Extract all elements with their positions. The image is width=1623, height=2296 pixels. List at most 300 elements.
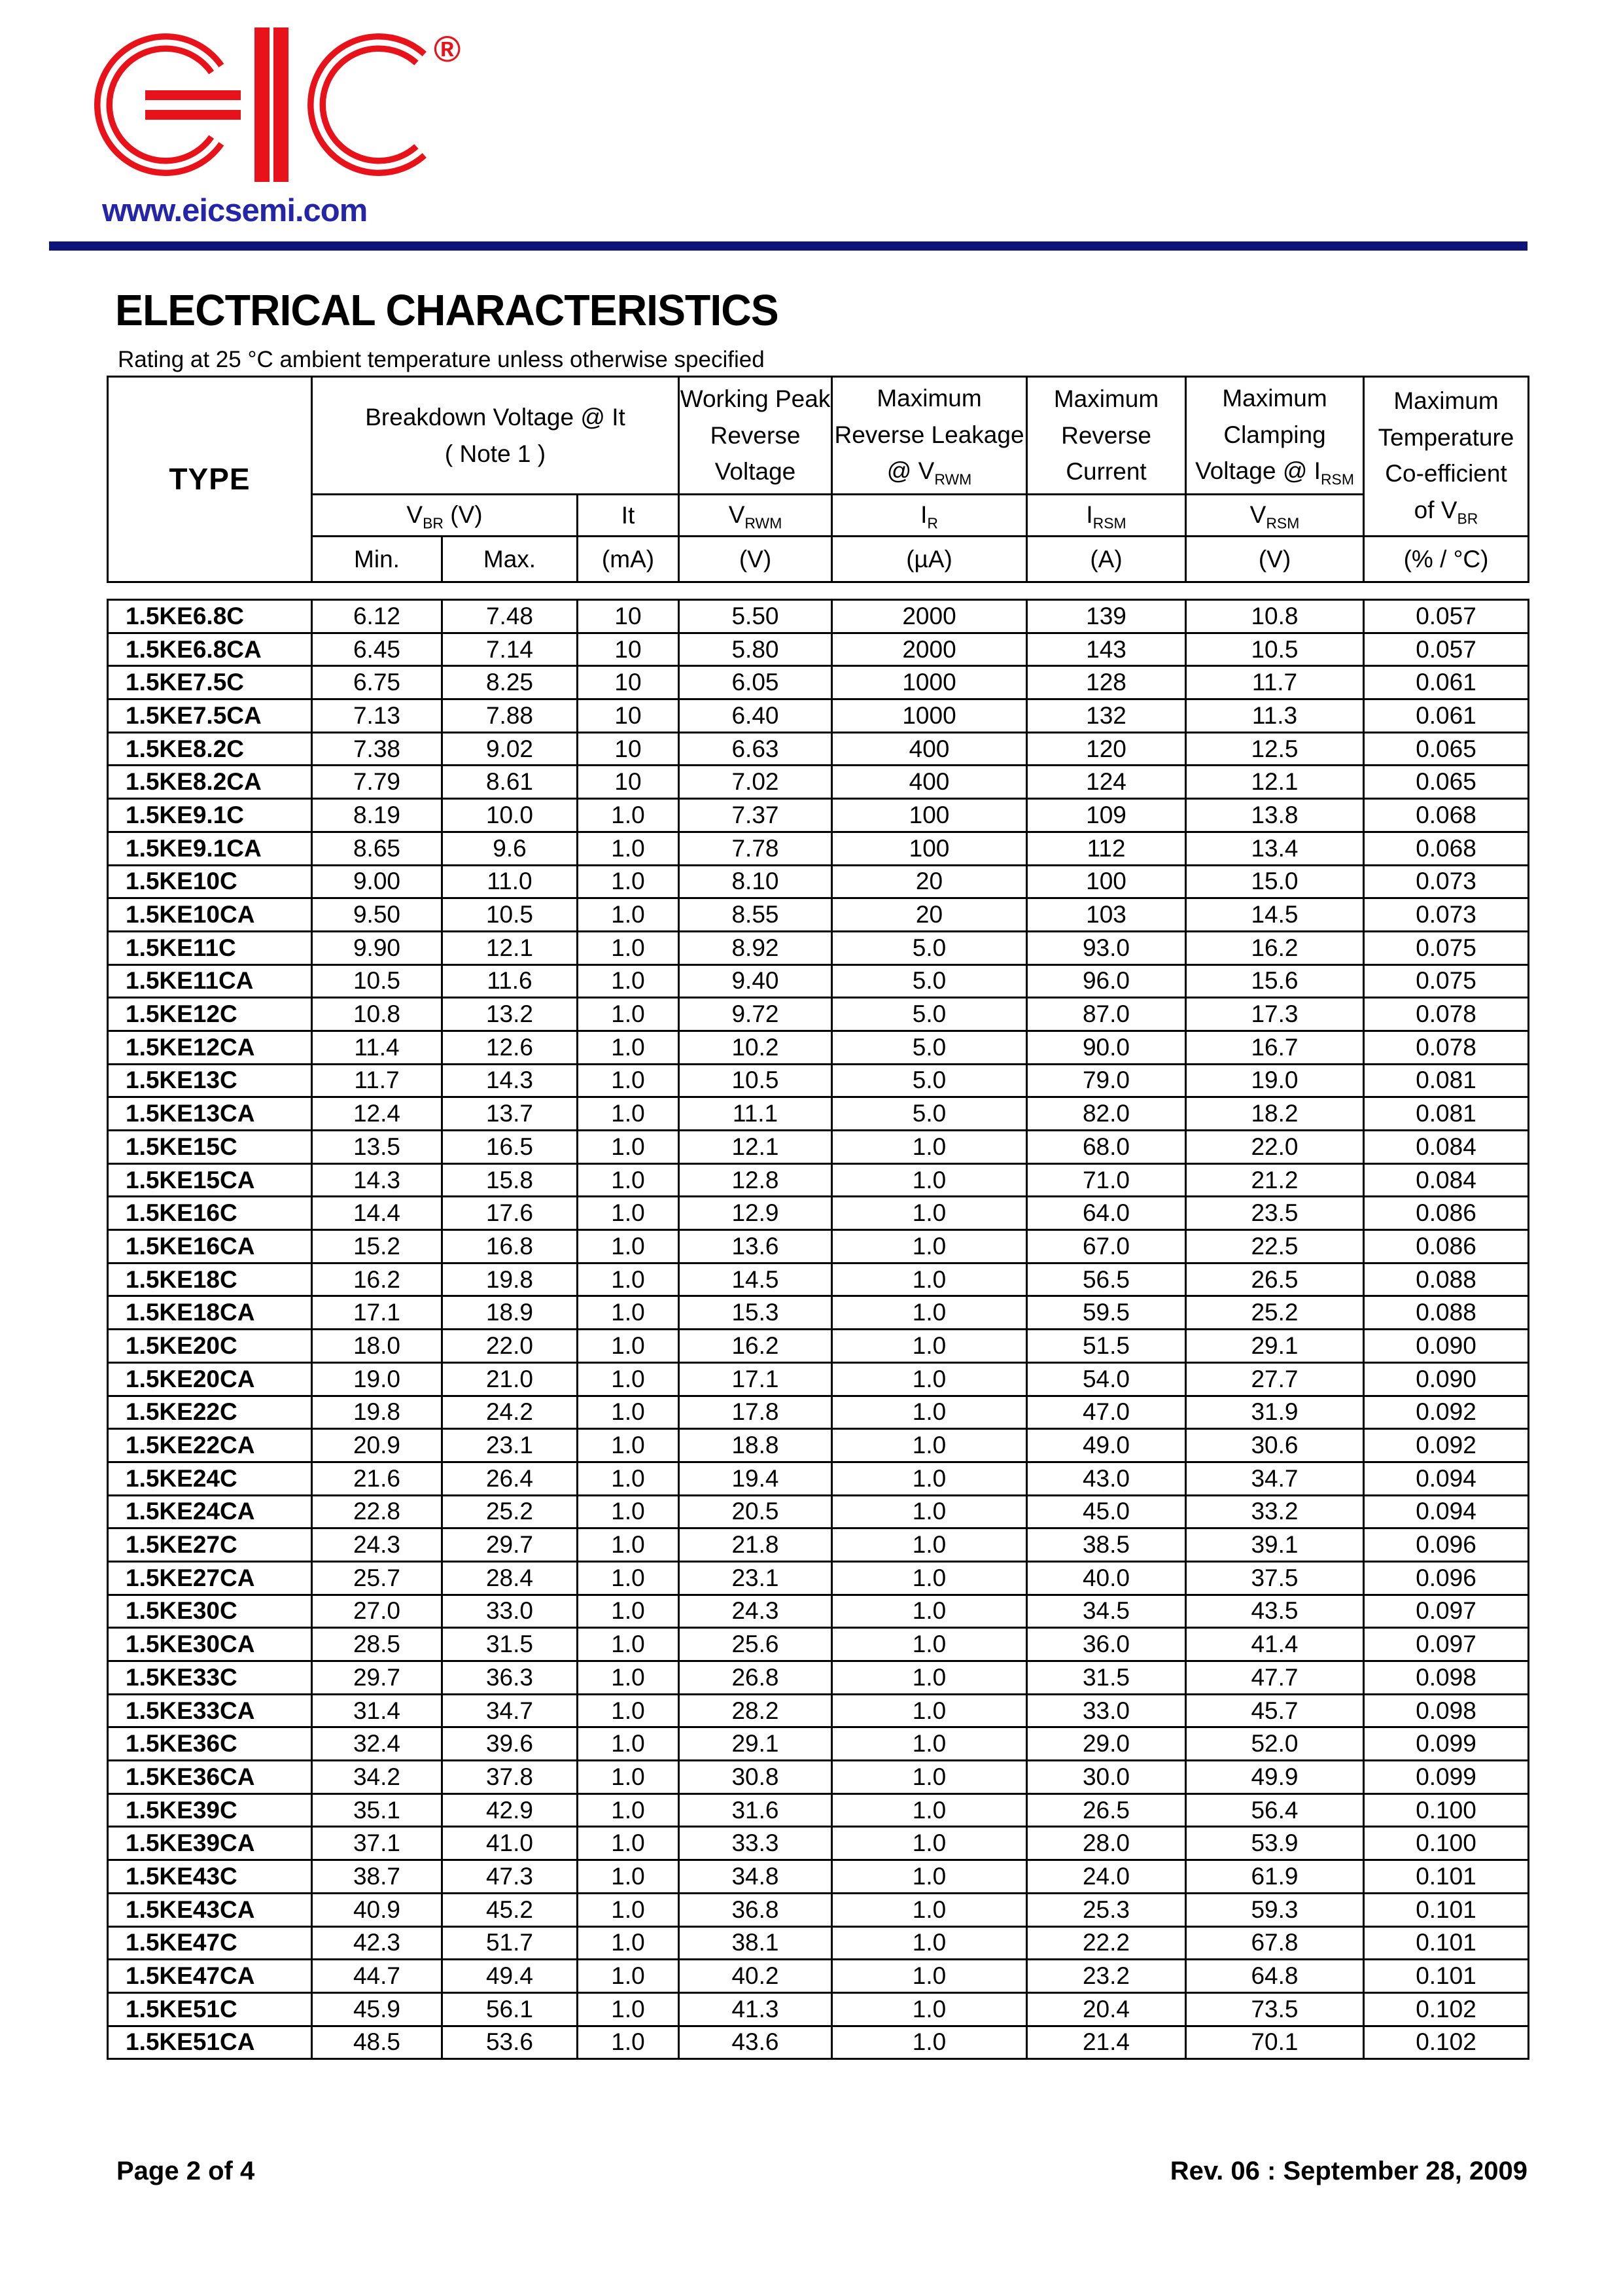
website-link[interactable]: www.eicsemi.com [102,193,368,228]
value-cell: 0.081 [1364,1097,1529,1131]
table-row [108,1761,1529,1794]
value-cell: 1.0 [578,1727,679,1761]
value-cell: 7.79 [312,766,442,799]
table-row [108,1197,1529,1230]
type-cell: 1.5KE8.2C [108,732,312,766]
page-title: ELECTRICAL CHARACTERISTICS [115,286,778,335]
value-cell: 1.0 [578,1893,679,1926]
value-cell: 0.086 [1364,1197,1529,1230]
type-cell: 1.5KE27C [108,1528,312,1562]
type-cell: 1.5KE20CA [108,1362,312,1396]
value-cell: 29.7 [442,1528,578,1562]
value-cell: 8.10 [679,865,832,898]
value-cell: 38.1 [679,1926,832,1960]
value-cell: 0.096 [1364,1561,1529,1595]
type-cell: 1.5KE13CA [108,1097,312,1131]
value-cell: 0.090 [1364,1362,1529,1396]
value-cell: 10 [578,666,679,699]
value-cell: 6.40 [679,699,832,733]
value-cell: 42.9 [442,1793,578,1827]
type-cell: 1.5KE13C [108,1064,312,1097]
value-cell: 1.0 [578,1230,679,1263]
value-cell: 0.065 [1364,732,1529,766]
value-cell: 1.0 [578,1926,679,1960]
value-cell: 73.5 [1186,1992,1364,2026]
value-cell: 20 [832,865,1027,898]
value-cell: 16.8 [442,1230,578,1263]
type-cell: 1.5KE18C [108,1263,312,1296]
value-cell: 33.0 [442,1595,578,1628]
value-cell: 51.7 [442,1926,578,1960]
value-cell: 1.0 [578,1031,679,1064]
value-cell: 53.9 [1186,1827,1364,1860]
type-cell: 1.5KE6.8CA [108,633,312,666]
value-cell: 1.0 [832,1561,1027,1595]
value-cell: 12.8 [679,1163,832,1197]
value-cell: 36.8 [679,1893,832,1926]
col-unit-v1: (V) [679,537,832,582]
value-cell: 37.5 [1186,1561,1364,1595]
value-cell: 1.0 [832,1429,1027,1462]
value-cell: 18.8 [679,1429,832,1462]
value-cell: 16.2 [1186,931,1364,964]
value-cell: 1.0 [578,1960,679,1993]
value-cell: 54.0 [1027,1362,1186,1396]
type-cell: 1.5KE15C [108,1131,312,1164]
value-cell: 1.0 [578,1561,679,1595]
value-cell: 45.7 [1186,1694,1364,1727]
value-cell: 1.0 [578,1694,679,1727]
value-cell: 0.097 [1364,1595,1529,1628]
value-cell: 33.2 [1186,1495,1364,1528]
table-row [108,1727,1529,1761]
value-cell: 100 [832,832,1027,865]
value-cell: 0.098 [1364,1694,1529,1727]
value-cell: 61.9 [1186,1860,1364,1894]
value-cell: 40.0 [1027,1561,1186,1595]
value-cell: 0.081 [1364,1064,1529,1097]
value-cell: 13.4 [1186,832,1364,865]
value-cell: 40.9 [312,1893,442,1926]
value-cell: 43.0 [1027,1462,1186,1495]
value-cell: 30.6 [1186,1429,1364,1462]
value-cell: 1.0 [578,1793,679,1827]
value-cell: 24.2 [442,1396,578,1429]
value-cell: 93.0 [1027,931,1186,964]
page-number: Page 2 of 4 [116,2157,255,2185]
value-cell: 14.4 [312,1197,442,1230]
value-cell: 10.2 [679,1031,832,1064]
value-cell: 10.0 [442,799,578,832]
type-cell: 1.5KE27CA [108,1561,312,1595]
table-row [108,1097,1529,1131]
value-cell: 12.4 [312,1097,442,1131]
table-row [108,1793,1529,1827]
type-cell: 1.5KE36CA [108,1761,312,1794]
value-cell: 21.0 [442,1362,578,1396]
value-cell: 0.092 [1364,1429,1529,1462]
value-cell: 1.0 [832,1230,1027,1263]
value-cell: 25.7 [312,1561,442,1595]
value-cell: 34.8 [679,1860,832,1894]
type-cell: 1.5KE7.5C [108,666,312,699]
table-row [108,931,1529,964]
value-cell: 6.75 [312,666,442,699]
value-cell: 0.100 [1364,1793,1529,1827]
value-cell: 1.0 [832,1860,1027,1894]
value-cell: 11.1 [679,1097,832,1131]
value-cell: 0.099 [1364,1761,1529,1794]
value-cell: 34.5 [1027,1595,1186,1628]
value-cell: 1.0 [578,931,679,964]
eic-logo-icon [85,14,464,192]
value-cell: 20.5 [679,1495,832,1528]
value-cell: 9.90 [312,931,442,964]
value-cell: 52.0 [1186,1727,1364,1761]
value-cell: 17.8 [679,1396,832,1429]
col-header-ir: $I_R$ [832,495,1027,537]
value-cell: 1.0 [578,964,679,998]
value-cell: 1.0 [578,1992,679,2026]
value-cell: 0.084 [1364,1163,1529,1197]
type-cell: 1.5KE10CA [108,898,312,932]
value-cell: 12.1 [442,931,578,964]
type-cell: 1.5KE11C [108,931,312,964]
col-group-working-peak-reverse-voltage: Working Peak Reverse Voltage [679,377,832,495]
value-cell: 0.094 [1364,1495,1529,1528]
value-cell: 39.1 [1186,1528,1364,1562]
value-cell: 37.8 [442,1761,578,1794]
value-cell: 109 [1027,799,1186,832]
table-row [108,666,1529,699]
type-cell: 1.5KE15CA [108,1163,312,1197]
value-cell: 7.78 [679,832,832,865]
value-cell: 0.061 [1364,699,1529,733]
value-cell: 0.065 [1364,766,1529,799]
value-cell: 20.4 [1027,1992,1186,2026]
value-cell: 1.0 [832,1992,1027,2026]
table-row [108,1064,1529,1097]
col-unit-min: Min. [312,537,442,582]
value-cell: 0.088 [1364,1296,1529,1330]
value-cell: 27.7 [1186,1362,1364,1396]
value-cell: 139 [1027,600,1186,633]
value-cell: 1.0 [832,1163,1027,1197]
value-cell: 1.0 [832,1926,1027,1960]
header-divider [49,241,1527,251]
value-cell: 5.50 [679,600,832,633]
value-cell: 23.1 [442,1429,578,1462]
table-row [108,1827,1529,1860]
type-cell: 1.5KE33C [108,1661,312,1695]
value-cell: 39.6 [442,1727,578,1761]
value-cell: 21.4 [1027,2026,1186,2059]
value-cell: 0.057 [1364,600,1529,633]
value-cell: 41.0 [442,1827,578,1860]
value-cell: 28.0 [1027,1827,1186,1860]
value-cell: 9.6 [442,832,578,865]
value-cell: 79.0 [1027,1064,1186,1097]
value-cell: 10.5 [312,964,442,998]
table-row [108,1263,1529,1296]
type-cell: 1.5KE12C [108,998,312,1031]
value-cell: 21.8 [679,1528,832,1562]
value-cell: 1.0 [832,1827,1027,1860]
value-cell: 56.4 [1186,1793,1364,1827]
value-cell: 23.1 [679,1561,832,1595]
value-cell: 23.2 [1027,1960,1186,1993]
value-cell: 0.075 [1364,931,1529,964]
value-cell: 12.5 [1186,732,1364,766]
value-cell: 1.0 [578,1362,679,1396]
value-cell: 14.3 [442,1064,578,1097]
value-cell: 1.0 [832,1528,1027,1562]
table-row [108,699,1529,733]
value-cell: 32.4 [312,1727,442,1761]
value-cell: 11.3 [1186,699,1364,733]
value-cell: 47.7 [1186,1661,1364,1695]
col-unit-v2: (V) [1186,537,1364,582]
value-cell: 11.6 [442,964,578,998]
value-cell: 59.3 [1186,1893,1364,1926]
type-cell: 1.5KE33CA [108,1694,312,1727]
type-cell: 1.5KE6.8C [108,600,312,633]
value-cell: 26.5 [1186,1263,1364,1296]
value-cell: 43.5 [1186,1595,1364,1628]
value-cell: 56.5 [1027,1263,1186,1296]
value-cell: 0.057 [1364,633,1529,666]
value-cell: 10.8 [312,998,442,1031]
value-cell: 10 [578,600,679,633]
value-cell: 6.63 [679,732,832,766]
value-cell: 1.0 [832,1893,1027,1926]
value-cell: 0.061 [1364,666,1529,699]
value-cell: 1.0 [832,1960,1027,1993]
value-cell: 17.3 [1186,998,1364,1031]
value-cell: 1.0 [832,1362,1027,1396]
value-cell: 56.1 [442,1992,578,2026]
value-cell: 13.5 [312,1131,442,1164]
value-cell: 28.4 [442,1561,578,1595]
value-cell: 9.50 [312,898,442,932]
value-cell: 12.9 [679,1197,832,1230]
value-cell: 1.0 [832,1793,1027,1827]
value-cell: 0.101 [1364,1893,1529,1926]
value-cell: 0.073 [1364,865,1529,898]
value-cell: 29.0 [1027,1727,1186,1761]
value-cell: 27.0 [312,1595,442,1628]
value-cell: 0.100 [1364,1827,1529,1860]
value-cell: 67.0 [1027,1230,1186,1263]
value-cell: 25.2 [442,1495,578,1528]
table-row [108,1926,1529,1960]
value-cell: 24.3 [312,1528,442,1562]
value-cell: 1.0 [832,1595,1027,1628]
characteristics-table [107,599,1529,2060]
value-cell: 11.7 [312,1064,442,1097]
characteristics-table-header [107,376,1529,583]
value-cell: 42.3 [312,1926,442,1960]
value-cell: 1.0 [578,1296,679,1330]
value-cell: 14.5 [679,1263,832,1296]
value-cell: 10.8 [1186,600,1364,633]
value-cell: 29.1 [679,1727,832,1761]
table-row [108,1960,1529,1993]
value-cell: 38.7 [312,1860,442,1894]
value-cell: 112 [1027,832,1186,865]
value-cell: 17.1 [679,1362,832,1396]
value-cell: 143 [1027,633,1186,666]
type-cell: 1.5KE12CA [108,1031,312,1064]
value-cell: 0.096 [1364,1528,1529,1562]
value-cell: 25.6 [679,1628,832,1661]
value-cell: 7.14 [442,633,578,666]
value-cell: 11.0 [442,865,578,898]
value-cell: 96.0 [1027,964,1186,998]
value-cell: 7.88 [442,699,578,733]
value-cell: 45.9 [312,1992,442,2026]
value-cell: 1.0 [832,1263,1027,1296]
value-cell: 1.0 [832,1131,1027,1164]
value-cell: 0.101 [1364,1860,1529,1894]
value-cell: 9.40 [679,964,832,998]
value-cell: 28.5 [312,1628,442,1661]
value-cell: 21.6 [312,1462,442,1495]
value-cell: 30.8 [679,1761,832,1794]
value-cell: 13.2 [442,998,578,1031]
type-cell: 1.5KE22C [108,1396,312,1429]
value-cell: 51.5 [1027,1330,1186,1363]
value-cell: 1.0 [578,1330,679,1363]
value-cell: 400 [832,732,1027,766]
value-cell: 29.1 [1186,1330,1364,1363]
type-cell: 1.5KE16CA [108,1230,312,1263]
value-cell: 19.8 [442,1263,578,1296]
value-cell: 19.0 [1186,1064,1364,1097]
value-cell: 18.0 [312,1330,442,1363]
value-cell: 47.0 [1027,1396,1186,1429]
value-cell: 8.55 [679,898,832,932]
value-cell: 1.0 [832,1628,1027,1661]
col-unit-ma: (mA) [578,537,679,582]
value-cell: 23.5 [1186,1197,1364,1230]
value-cell: 7.02 [679,766,832,799]
value-cell: 13.7 [442,1097,578,1131]
table-row [108,1131,1529,1164]
value-cell: 1.0 [578,1064,679,1097]
value-cell: 20 [832,898,1027,932]
type-cell: 1.5KE30CA [108,1628,312,1661]
value-cell: 0.102 [1364,1992,1529,2026]
value-cell: 26.4 [442,1462,578,1495]
value-cell: 8.61 [442,766,578,799]
value-cell: 19.4 [679,1462,832,1495]
value-cell: 8.25 [442,666,578,699]
table-row [108,1296,1529,1330]
value-cell: 1000 [832,666,1027,699]
type-cell: 1.5KE39C [108,1793,312,1827]
value-cell: 5.0 [832,964,1027,998]
value-cell: 0.078 [1364,998,1529,1031]
value-cell: 48.5 [312,2026,442,2059]
type-cell: 1.5KE43C [108,1860,312,1894]
value-cell: 1.0 [578,1528,679,1562]
value-cell: 400 [832,766,1027,799]
table-row [108,1462,1529,1495]
value-cell: 19.0 [312,1362,442,1396]
value-cell: 22.2 [1027,1926,1186,1960]
type-cell: 1.5KE30C [108,1595,312,1628]
value-cell: 1.0 [832,1495,1027,1528]
table-row [108,732,1529,766]
col-unit-a: (A) [1027,537,1186,582]
value-cell: 33.0 [1027,1694,1186,1727]
value-cell: 10 [578,766,679,799]
registered-mark-icon: ® [434,28,461,69]
type-cell: 1.5KE9.1CA [108,832,312,865]
value-cell: 12.1 [1186,766,1364,799]
value-cell: 1.0 [832,1661,1027,1695]
table-row [108,799,1529,832]
value-cell: 7.37 [679,799,832,832]
value-cell: 31.5 [442,1628,578,1661]
value-cell: 25.3 [1027,1893,1186,1926]
type-cell: 1.5KE18CA [108,1296,312,1330]
value-cell: 1.0 [578,1429,679,1462]
type-cell: 1.5KE24CA [108,1495,312,1528]
table-row [108,1429,1529,1462]
table-row [108,600,1529,633]
value-cell: 1.0 [832,1462,1027,1495]
table-row [108,766,1529,799]
value-cell: 34.2 [312,1761,442,1794]
value-cell: 10 [578,633,679,666]
value-cell: 12.1 [679,1131,832,1164]
table-row [108,1163,1529,1197]
value-cell: 19.8 [312,1396,442,1429]
value-cell: 22.0 [1186,1131,1364,1164]
value-cell: 0.073 [1364,898,1529,932]
value-cell: 1.0 [578,2026,679,2059]
col-group-breakdown-voltage: Breakdown Voltage @ It ( Note 1 ) [312,377,679,495]
value-cell: 49.9 [1186,1761,1364,1794]
value-cell: 49.4 [442,1960,578,1993]
value-cell: 70.1 [1186,2026,1364,2059]
value-cell: 1.0 [578,832,679,865]
table-row [108,1031,1529,1064]
value-cell: 30.0 [1027,1761,1186,1794]
table-row [108,832,1529,865]
table-row [108,1893,1529,1926]
value-cell: 64.8 [1186,1960,1364,1993]
value-cell: 44.7 [312,1960,442,1993]
value-cell: 36.3 [442,1661,578,1695]
value-cell: 1.0 [578,1263,679,1296]
type-cell: 1.5KE47C [108,1926,312,1960]
value-cell: 9.02 [442,732,578,766]
value-cell: 1.0 [832,1761,1027,1794]
table-row [108,1595,1529,1628]
col-unit-max: Max. [442,537,578,582]
type-cell: 1.5KE9.1C [108,799,312,832]
value-cell: 31.6 [679,1793,832,1827]
value-cell: 31.4 [312,1694,442,1727]
value-cell: 10 [578,732,679,766]
value-cell: 10 [578,699,679,733]
value-cell: 0.102 [1364,2026,1529,2059]
type-cell: 1.5KE51C [108,1992,312,2026]
table-row [108,1396,1529,1429]
